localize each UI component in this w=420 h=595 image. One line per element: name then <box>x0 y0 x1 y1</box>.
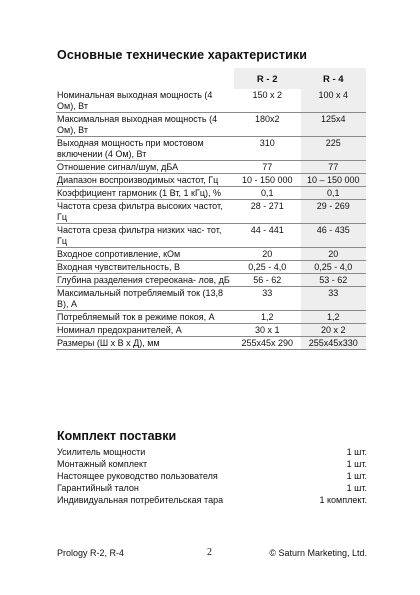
spec-value-r2: 56 - 62 <box>253 275 282 285</box>
spec-name: Номинальная выходная мощность (4 Ом), Вт <box>57 90 213 111</box>
column-header-r2: R - 2 <box>234 68 301 89</box>
table-row <box>56 261 366 274</box>
spec-value-r4: 10 – 150 000 <box>301 174 366 187</box>
spec-value-r2: 150 x 2 <box>252 90 282 100</box>
spec-name: Номинал предохранителей, А <box>57 325 182 335</box>
kit-item-name: Монтажный комплект <box>57 459 148 469</box>
spec-value-r4: 29 - 269 <box>301 200 366 224</box>
footer-copyright: © Saturn Marketing, Ltd. <box>269 548 367 558</box>
table-row <box>56 174 366 187</box>
spec-name: Выходная мощность при мостовом включении (4 Ом), Вт <box>57 138 204 159</box>
spec-name: Максимальный потребляемый ток (13,8 В), А <box>57 288 224 309</box>
table-row <box>56 311 366 324</box>
list-item <box>57 482 367 494</box>
spec-header-row <box>56 68 366 89</box>
table-row <box>56 248 366 261</box>
kit-item-qty: 1 шт. <box>346 471 367 481</box>
table-row <box>56 113 366 137</box>
list-item <box>57 458 367 470</box>
spec-value-r2: 20 <box>262 249 273 259</box>
spec-value-r2: 30 x 1 <box>254 325 280 335</box>
spec-value-r2: 44 - 441 <box>250 225 284 235</box>
spec-value-r2: 0,1 <box>260 188 274 198</box>
spec-value-r4: 20 <box>301 248 366 261</box>
table-row <box>56 161 366 174</box>
spec-name: Частота среза фильтра низких час- тот, Гц <box>57 225 222 246</box>
spec-value-r2: 0,25 - 4,0 <box>248 262 287 272</box>
kit-item-name: Настоящее руководство пользователя <box>57 471 218 481</box>
kit-item-name: Усилитель мощности <box>57 447 146 457</box>
table-row <box>56 274 366 287</box>
kit-item-qty: 1 комплект. <box>319 495 367 505</box>
spec-value-r4: 46 - 435 <box>301 224 366 248</box>
spec-value-r4: 0,1 <box>301 187 366 200</box>
spec-value-r2: 180x2 <box>254 114 280 124</box>
spec-value-r2: 28 - 271 <box>250 201 284 211</box>
kit-list <box>57 446 367 506</box>
spec-name: Входное сопротивление, кОм <box>57 249 181 259</box>
spec-value-r4: 77 <box>301 161 366 174</box>
kit-item-qty: 1 шт. <box>346 447 367 457</box>
spec-value-r4: 255x45x330 <box>301 337 366 350</box>
table-row <box>56 187 366 200</box>
kit-item-name: Гарантийный талон <box>57 483 139 493</box>
spec-value-r4: 53 - 62 <box>301 274 366 287</box>
list-item <box>57 494 367 506</box>
spec-name: Потребляемый ток в режиме покоя, А <box>57 312 215 322</box>
spec-name: Частота среза фильтра высоких частот, Гц <box>57 201 223 222</box>
spec-value-r4: 1,2 <box>301 311 366 324</box>
table-row <box>56 287 366 311</box>
spec-name: Входная чувствительность, В <box>57 262 180 272</box>
kit-item-qty: 1 шт. <box>346 459 367 469</box>
spec-value-r4: 20 x 2 <box>301 324 366 337</box>
spec-name: Отношение сигнал/шум, дБА <box>57 162 179 172</box>
list-item <box>57 470 367 482</box>
table-row <box>56 337 366 350</box>
page-number: 2 <box>207 547 212 558</box>
table-row <box>56 89 366 113</box>
spec-value-r4: 0,25 - 4,0 <box>301 261 366 274</box>
spec-name: Максимальная выходная мощность (4 Ом), Вт <box>57 114 218 135</box>
spec-value-r4: 125x4 <box>301 113 366 137</box>
spec-section-title: Основные технические характеристики <box>57 48 307 62</box>
table-row <box>56 200 366 224</box>
table-row <box>56 137 366 161</box>
spec-header-blank <box>56 68 234 89</box>
spec-value-r2: 255x45x 290 <box>241 338 293 348</box>
kit-section-title: Комплект поставки <box>57 429 177 443</box>
list-item <box>57 446 367 458</box>
spec-name: Размеры (Ш x В x Д), мм <box>57 338 160 348</box>
footer-model: Prology R-2, R-4 <box>57 548 125 558</box>
spec-value-r4: 33 <box>301 287 366 311</box>
kit-item-name: Индивидуальная потребительская тара <box>57 495 224 505</box>
spec-name: Глубина разделения стереокана- лов, дБ <box>57 275 230 285</box>
spec-value-r2: 77 <box>262 162 273 172</box>
spec-value-r2: 1,2 <box>260 312 274 322</box>
spec-value-r4: 100 x 4 <box>301 89 366 113</box>
table-row <box>56 224 366 248</box>
spec-value-r2: 10 - 150 000 <box>241 175 293 185</box>
kit-item-qty: 1 шт. <box>346 483 367 493</box>
spec-table <box>56 68 366 350</box>
spec-value-r2: 310 <box>259 138 275 148</box>
spec-name: Коэффициент гармоник (1 Вт, 1 кГц), % <box>57 188 221 198</box>
spec-value-r2: 33 <box>262 288 273 298</box>
column-header-r4: R - 4 <box>301 68 366 89</box>
spec-name: Диапазон воспроизводимых частот, Гц <box>57 175 219 185</box>
spec-value-r4: 225 <box>301 137 366 161</box>
table-row <box>56 324 366 337</box>
